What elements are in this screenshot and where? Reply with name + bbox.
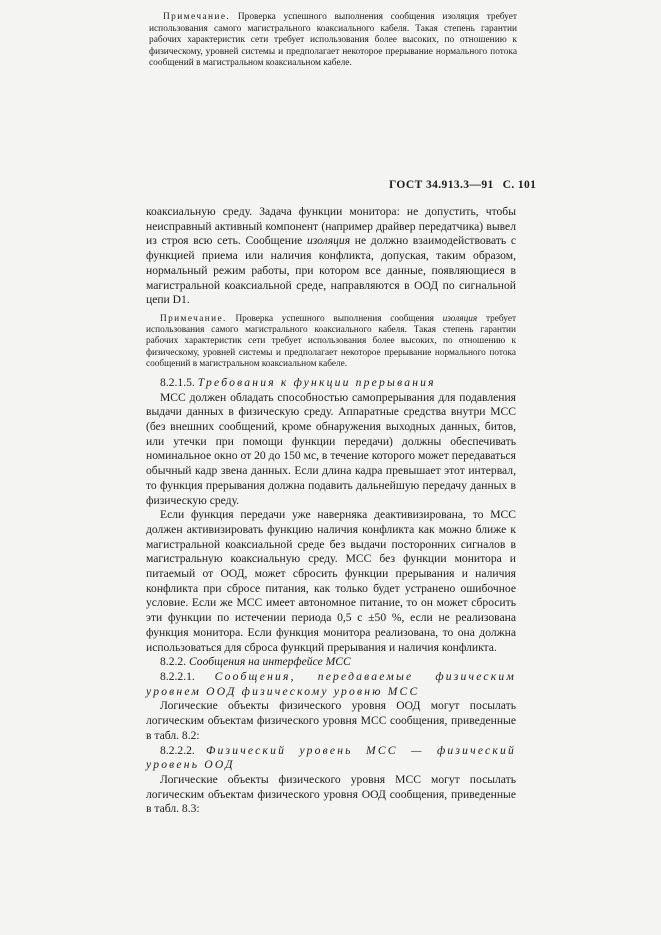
- paragraph-monitor-function: [146, 205, 516, 308]
- note-text: требует использования самого магистрального коаксиального кабеля. Такая степень гарантии рабочих характеристик сети требует использования более высоких, по отношению к физическому, уровней системы и предполагает некоторое прерывание нормального потока сообщений в магистральном коаксиальном кабеле.: [146, 313, 517, 369]
- section-title: Требования к функции прерывания: [197, 375, 436, 389]
- section-number: 8.2.1.5.: [160, 375, 195, 389]
- section-8-2-2-heading: [146, 655, 516, 670]
- section-number: 8.2.2.1.: [160, 670, 195, 683]
- note-label: Примечание.: [160, 313, 227, 324]
- top-note: [149, 12, 517, 70]
- section-number: 8.2.2.: [160, 655, 187, 669]
- section-title: Физический уровень МСС — физический уровень ООД: [146, 743, 516, 772]
- standard-number: ГОСТ 34.913.3—91: [389, 179, 494, 191]
- section-8-2-2-1-heading: [146, 670, 516, 699]
- page-header: [389, 179, 536, 191]
- top-note-paragraph: [149, 12, 517, 70]
- section-8-2-2-2-paragraph: Логические объекты физического уровня МСС могут посылать логическим объектам физического уровня ООД сообщения, приведенные в табл. 8.3:: [146, 772, 516, 816]
- term-isolation: изоляция: [306, 234, 351, 248]
- top-note-label: Примечание.: [163, 12, 231, 22]
- note-isolation: [146, 314, 516, 370]
- section-title: Сообщения, передаваемые физическим уровнем ООД физическому уровню МСС: [146, 670, 516, 698]
- term-isolation: изоляция: [442, 313, 478, 324]
- note-text: Проверка успешного выполнения сообщения: [226, 313, 443, 324]
- section-8-2-1-5-paragraph-2: Если функция передачи уже наверняка деактивизирована, то МСС должен активизировать функцию наличия конфликта как можно ближе к магистральной коаксиальной среде без выдачи посторонних сигналов в магистральную коаксиальную среду. МСС без функции монитора и питаемый от ООД, может сбросить функции прерывания и наличия конфликта при сбросе питания, как только будет устранено ошибочное условие. Если же МСС имеет автономное питание, то он может сбросить эти функции по истечении периода 0,5 с ±50 %, если не реализована функция монитора. Если функция монитора реализована, то она должна использоваться для сброса функций прерывания и наличия конфликта.: [146, 508, 516, 654]
- section-title: Сообщения на интерфейсе МСС: [189, 655, 351, 669]
- section-8-2-2-1-paragraph: Логические объекты физического уровня ООД могут посылать логическим объектам физического уровня МСС сообщения, приведенные в табл. 8.2:: [146, 699, 516, 742]
- body-text: [146, 205, 516, 817]
- section-number: 8.2.2.2.: [160, 743, 195, 757]
- top-note-text: Проверка успешного выполнения сообщения изоляция требует использования самого магистрального коаксиального кабеля. Такая степень гарантии рабочих характеристик сети требует использования более высоких, по отношению к физическому, уровней системы и предполагает некоторое прерывание нормального потока сообщений в магистральном коаксиальном кабеле.: [149, 12, 517, 69]
- section-8-2-1-5-heading: [146, 376, 516, 391]
- section-8-2-1-5-paragraph-1: МСС должен обладать способностью самопрерывания для подавления выдачи данных в физическую среду. Аппаратные средства внутри МСС (без внешних сообщений, кроме обнаружения выходных данных, битов, или утечки при помощи функции передачи) должны обеспечивать номинальное окно от 20 до 150 мс, в течение которого может передаваться обычный кадр звена данных. Если длина кадра превышает этот интервал, то функция прерывания должна подавить дальнейшую передачу данных в физическую среду.: [146, 390, 516, 507]
- paragraph-text: коаксиальную среду. Задача функции монитора: не допустить, чтобы неисправный активный компонент (например драйвер передатчика) вывел из строя всю сеть. Сообщение: [146, 205, 516, 248]
- paragraph-text: не должно взаимодействовать с функцией приема или наличия конфликта, допуская, таким образом, нормальный режим работы, при котором все данные, появляющиеся в магистральной коаксиальной среде, направляются в ООД по сигнальной цепи D1.: [146, 234, 517, 307]
- page-number: С. 101: [502, 179, 537, 191]
- section-8-2-2-2-heading: [146, 744, 516, 773]
